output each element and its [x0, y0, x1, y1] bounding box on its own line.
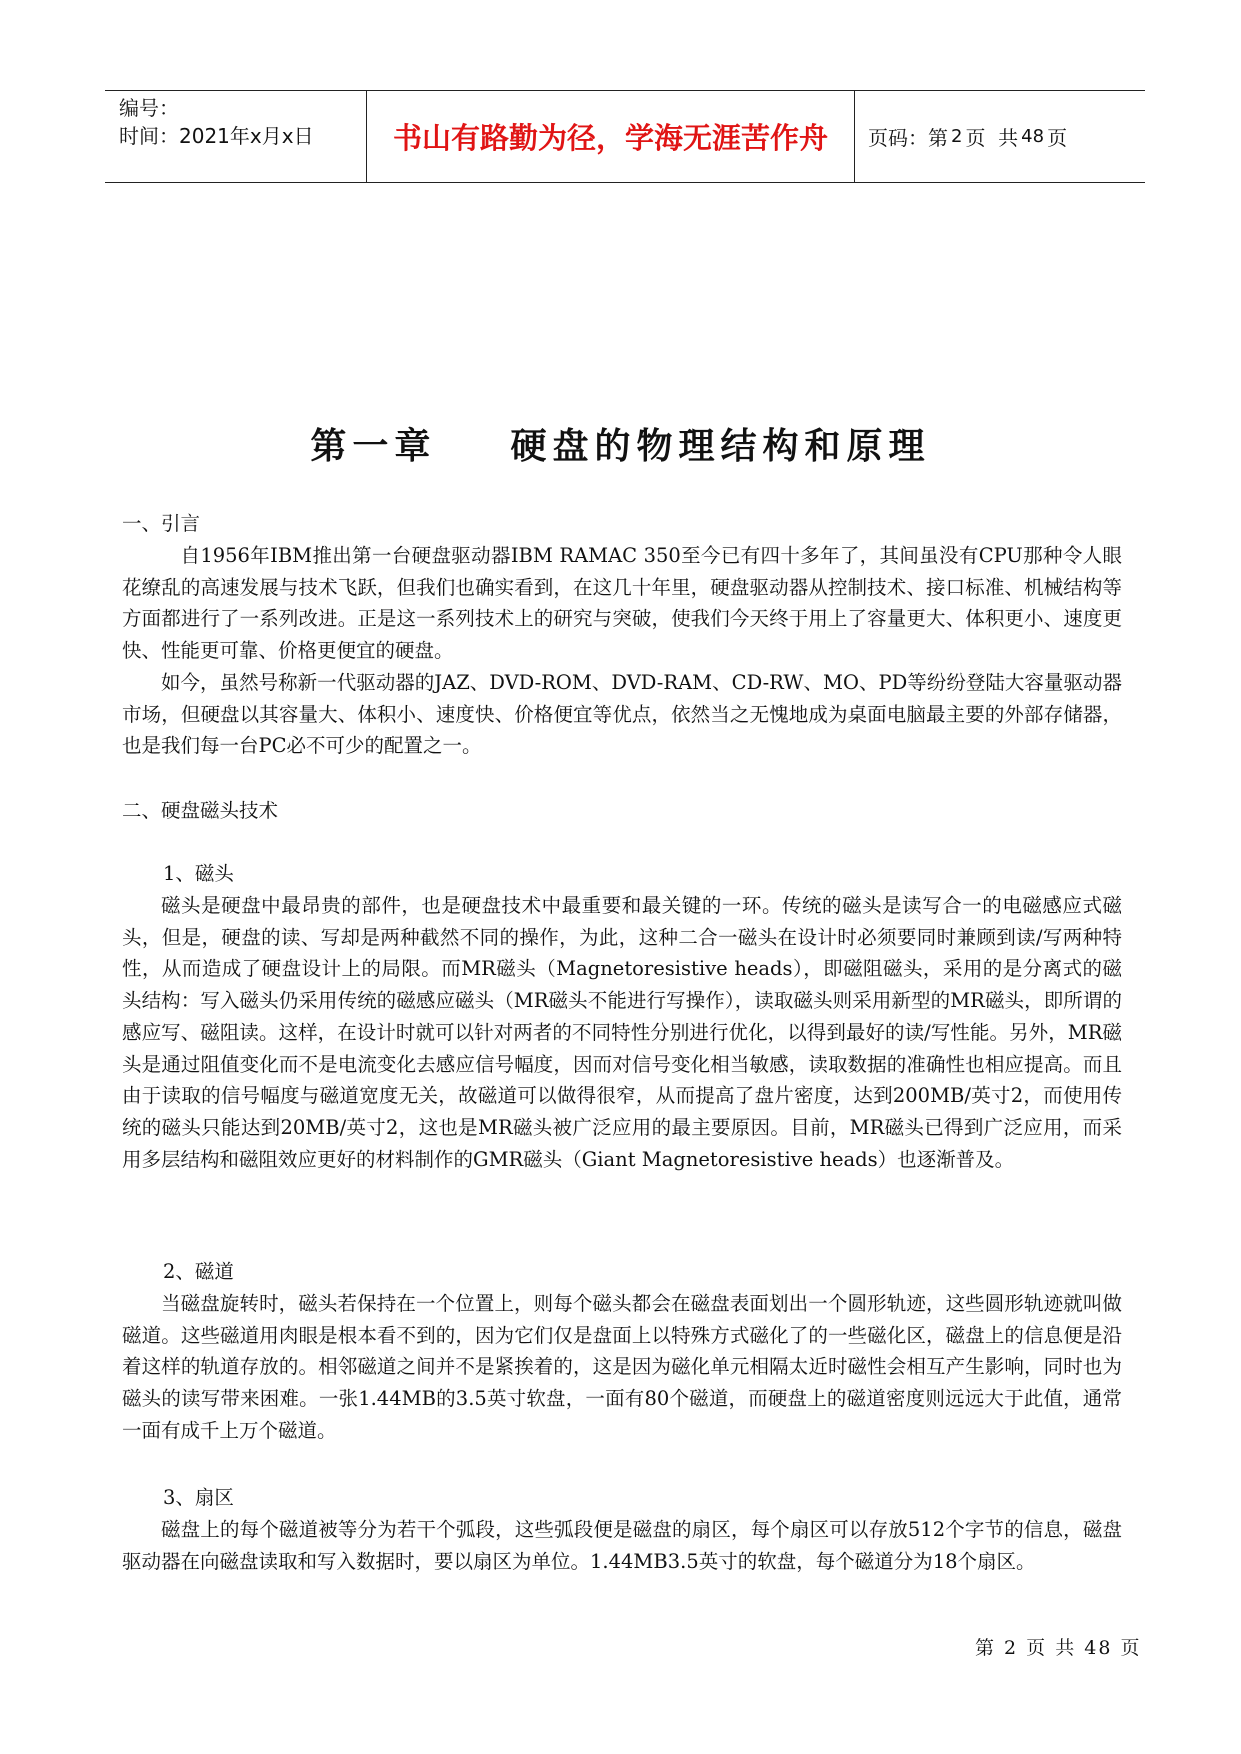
page-prefix: 页码：第 [868, 126, 948, 150]
document-time: 时间：2021年x月x日 [119, 124, 314, 148]
header-motto: 书山有路勤为径，学海无涯苦作舟 [367, 91, 855, 182]
paragraph-sector: 磁盘上的每个磁道被等分为若干个弧段，这些弧段便是磁盘的扇区，每个扇区可以存放512个字节的信息，磁盘驱动器在向磁盘读取和写入数据时，要以扇区为单位。1.44MB3.5英寸的软盘，每个磁道分为18个扇区。 [122, 1518, 1122, 1573]
subheading-head: 1、磁头 [163, 862, 234, 885]
subheading-track: 2、磁道 [163, 1260, 234, 1283]
page-mid: 页 共 [965, 126, 1019, 150]
page-total: 48 [1021, 126, 1045, 147]
header-page-info [855, 91, 1145, 182]
chapter-title: 第一章 硬盘的物理结构和原理 [310, 425, 931, 467]
section-heading-tech: 二、硬盘磁头技术 [122, 799, 279, 822]
page-suffix: 页 [1047, 126, 1068, 150]
paragraph-track: 当磁盘旋转时，磁头若保持在一个位置上，则每个磁头都会在磁盘表面划出一个圆形轨迹，这些圆形轨迹就叫做磁道。这些磁道用肉眼是根本看不到的，因为它们仅是盘面上以特殊方式磁化了的一些磁化区，磁盘上的信息便是沿着这样的轨道存放的。相邻磁道之间并不是紧挨着的，这是因为磁化单元相隔太近时磁性会相互产生影响，同时也为磁头的读写带来困难。一张1.44MB的3.5英寸软盘，一面有80个磁道，而硬盘上的磁道密度则远远大于此值，通常一面有成千上万个磁道。 [122, 1292, 1122, 1442]
document-number-label: 编号： [119, 96, 179, 120]
header-meta [105, 91, 367, 182]
section-heading-intro: 一、引言 [122, 512, 201, 535]
page-footer: 第 2 页 共 48 页 [975, 1637, 1142, 1659]
page-header [105, 90, 1145, 183]
subheading-sector: 3、扇区 [163, 1486, 234, 1509]
paragraph-intro-2: 如今，虽然号称新一代驱动器的JAZ、DVD-ROM、DVD-RAM、CD-RW、MO、PD等纷纷登陆大容量驱动器市场，但硬盘以其容量大、体积小、速度快、价格便宜等优点，依然当之无愧地成为桌面电脑最主要的外部存储器，也是我们每一台PC必不可少的配置之一。 [122, 671, 1122, 758]
paragraph-head: 磁头是硬盘中最昂贵的部件，也是硬盘技术中最重要和最关键的一环。传统的磁头是读写合一的电磁感应式磁头，但是，硬盘的读、写却是两种截然不同的操作，为此，这种二合一磁头在设计时必须要同时兼顾到读/写两种特性，从而造成了硬盘设计上的局限。而MR磁头（Magnetoresistive heads），即磁阻磁头，采用的是分离式的磁头结构：写入磁头仍采用传统的磁感应磁头（MR磁头不能进行写操作），读取磁头则采用新型的MR磁头，即所谓的感应写、磁阻读。这样，在设计时就可以针对两者的不同特性分别进行优化，以得到最好的读/写性能。另外，MR磁头是通过阻值变化而不是电流变化去感应信号幅度，因而对信号变化相当敏感，读取数据的准确性也相应提高。而且由于读取的信号幅度与磁道宽度无关，故磁道可以做得很窄，从而提高了盘片密度，达到200MB/英寸2，而使用传统的磁头只能达到20MB/英寸2，这也是MR磁头被广泛应用的最主要原因。目前，MR磁头已得到广泛应用，而采用多层结构和磁阻效应更好的材料制作的GMR磁头（Giant Magnetoresistive heads）也逐渐普及。 [122, 894, 1122, 1171]
paragraph-intro-1: 自1956年IBM推出第一台硬盘驱动器IBM RAMAC 350至今已有四十多年了，其间虽没有CPU那种令人眼花缭乱的高速发展与技术飞跃，但我们也确实看到，在这几十年里，硬盘驱动器从控制技术、接口标准、机械结构等方面都进行了一系列改进。正是这一系列技术上的研究与突破，使我们今天终于用上了容量更大、体积更小、速度更快、性能更可靠、价格更便宜的硬盘。 [122, 544, 1122, 663]
page-current: 2 [951, 126, 963, 147]
